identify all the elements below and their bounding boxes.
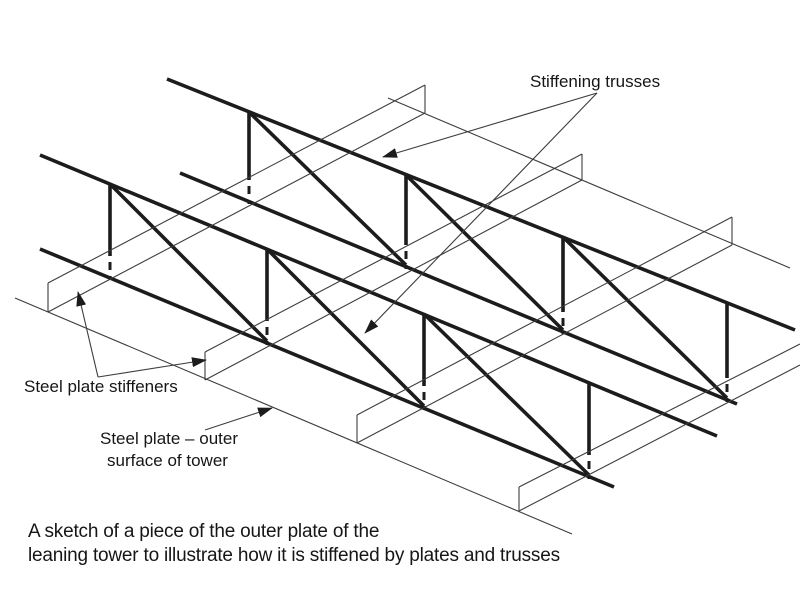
stiffener-2-top-edge — [205, 154, 582, 352]
caption-line1: A sketch of a piece of the outer plate of the — [28, 521, 380, 542]
truss-a-bottom-chord — [180, 173, 737, 404]
stiffener-3-top-edge — [357, 217, 732, 415]
stiffener-1-top-edge — [48, 85, 425, 283]
trusses-leader-1 — [383, 93, 597, 157]
stiffener-4-top-edge — [519, 344, 800, 487]
stiffener-3-bottom-edge — [357, 245, 732, 443]
truss-b-diagonal-1 — [110, 184, 267, 341]
label-steel-plate-stiffeners: Steel plate stiffeners — [24, 377, 178, 396]
label-steel-plate-outer-line2: surface of tower — [107, 451, 228, 470]
caption-line2: leaning tower to illustrate how it is stiffened by plates and trusses — [28, 545, 560, 566]
plate-leader — [205, 408, 272, 430]
plate-back-edge — [388, 98, 790, 268]
stiffener-2-bottom-edge — [205, 180, 582, 380]
truss-a-diagonal-2 — [406, 175, 563, 330]
stiffeners-leader-1 — [78, 292, 98, 377]
stiffener-4-bottom-edge — [519, 365, 800, 511]
truss-a-top-chord — [167, 79, 795, 330]
label-stiffening-trusses: Stiffening trusses — [530, 72, 661, 91]
stiffeners-leader-2 — [98, 360, 206, 377]
stiffener-1-bottom-edge — [48, 113, 425, 312]
label-steel-plate-outer-line1: Steel plate – outer — [100, 429, 238, 448]
truss-b-diagonal-2 — [267, 249, 424, 406]
